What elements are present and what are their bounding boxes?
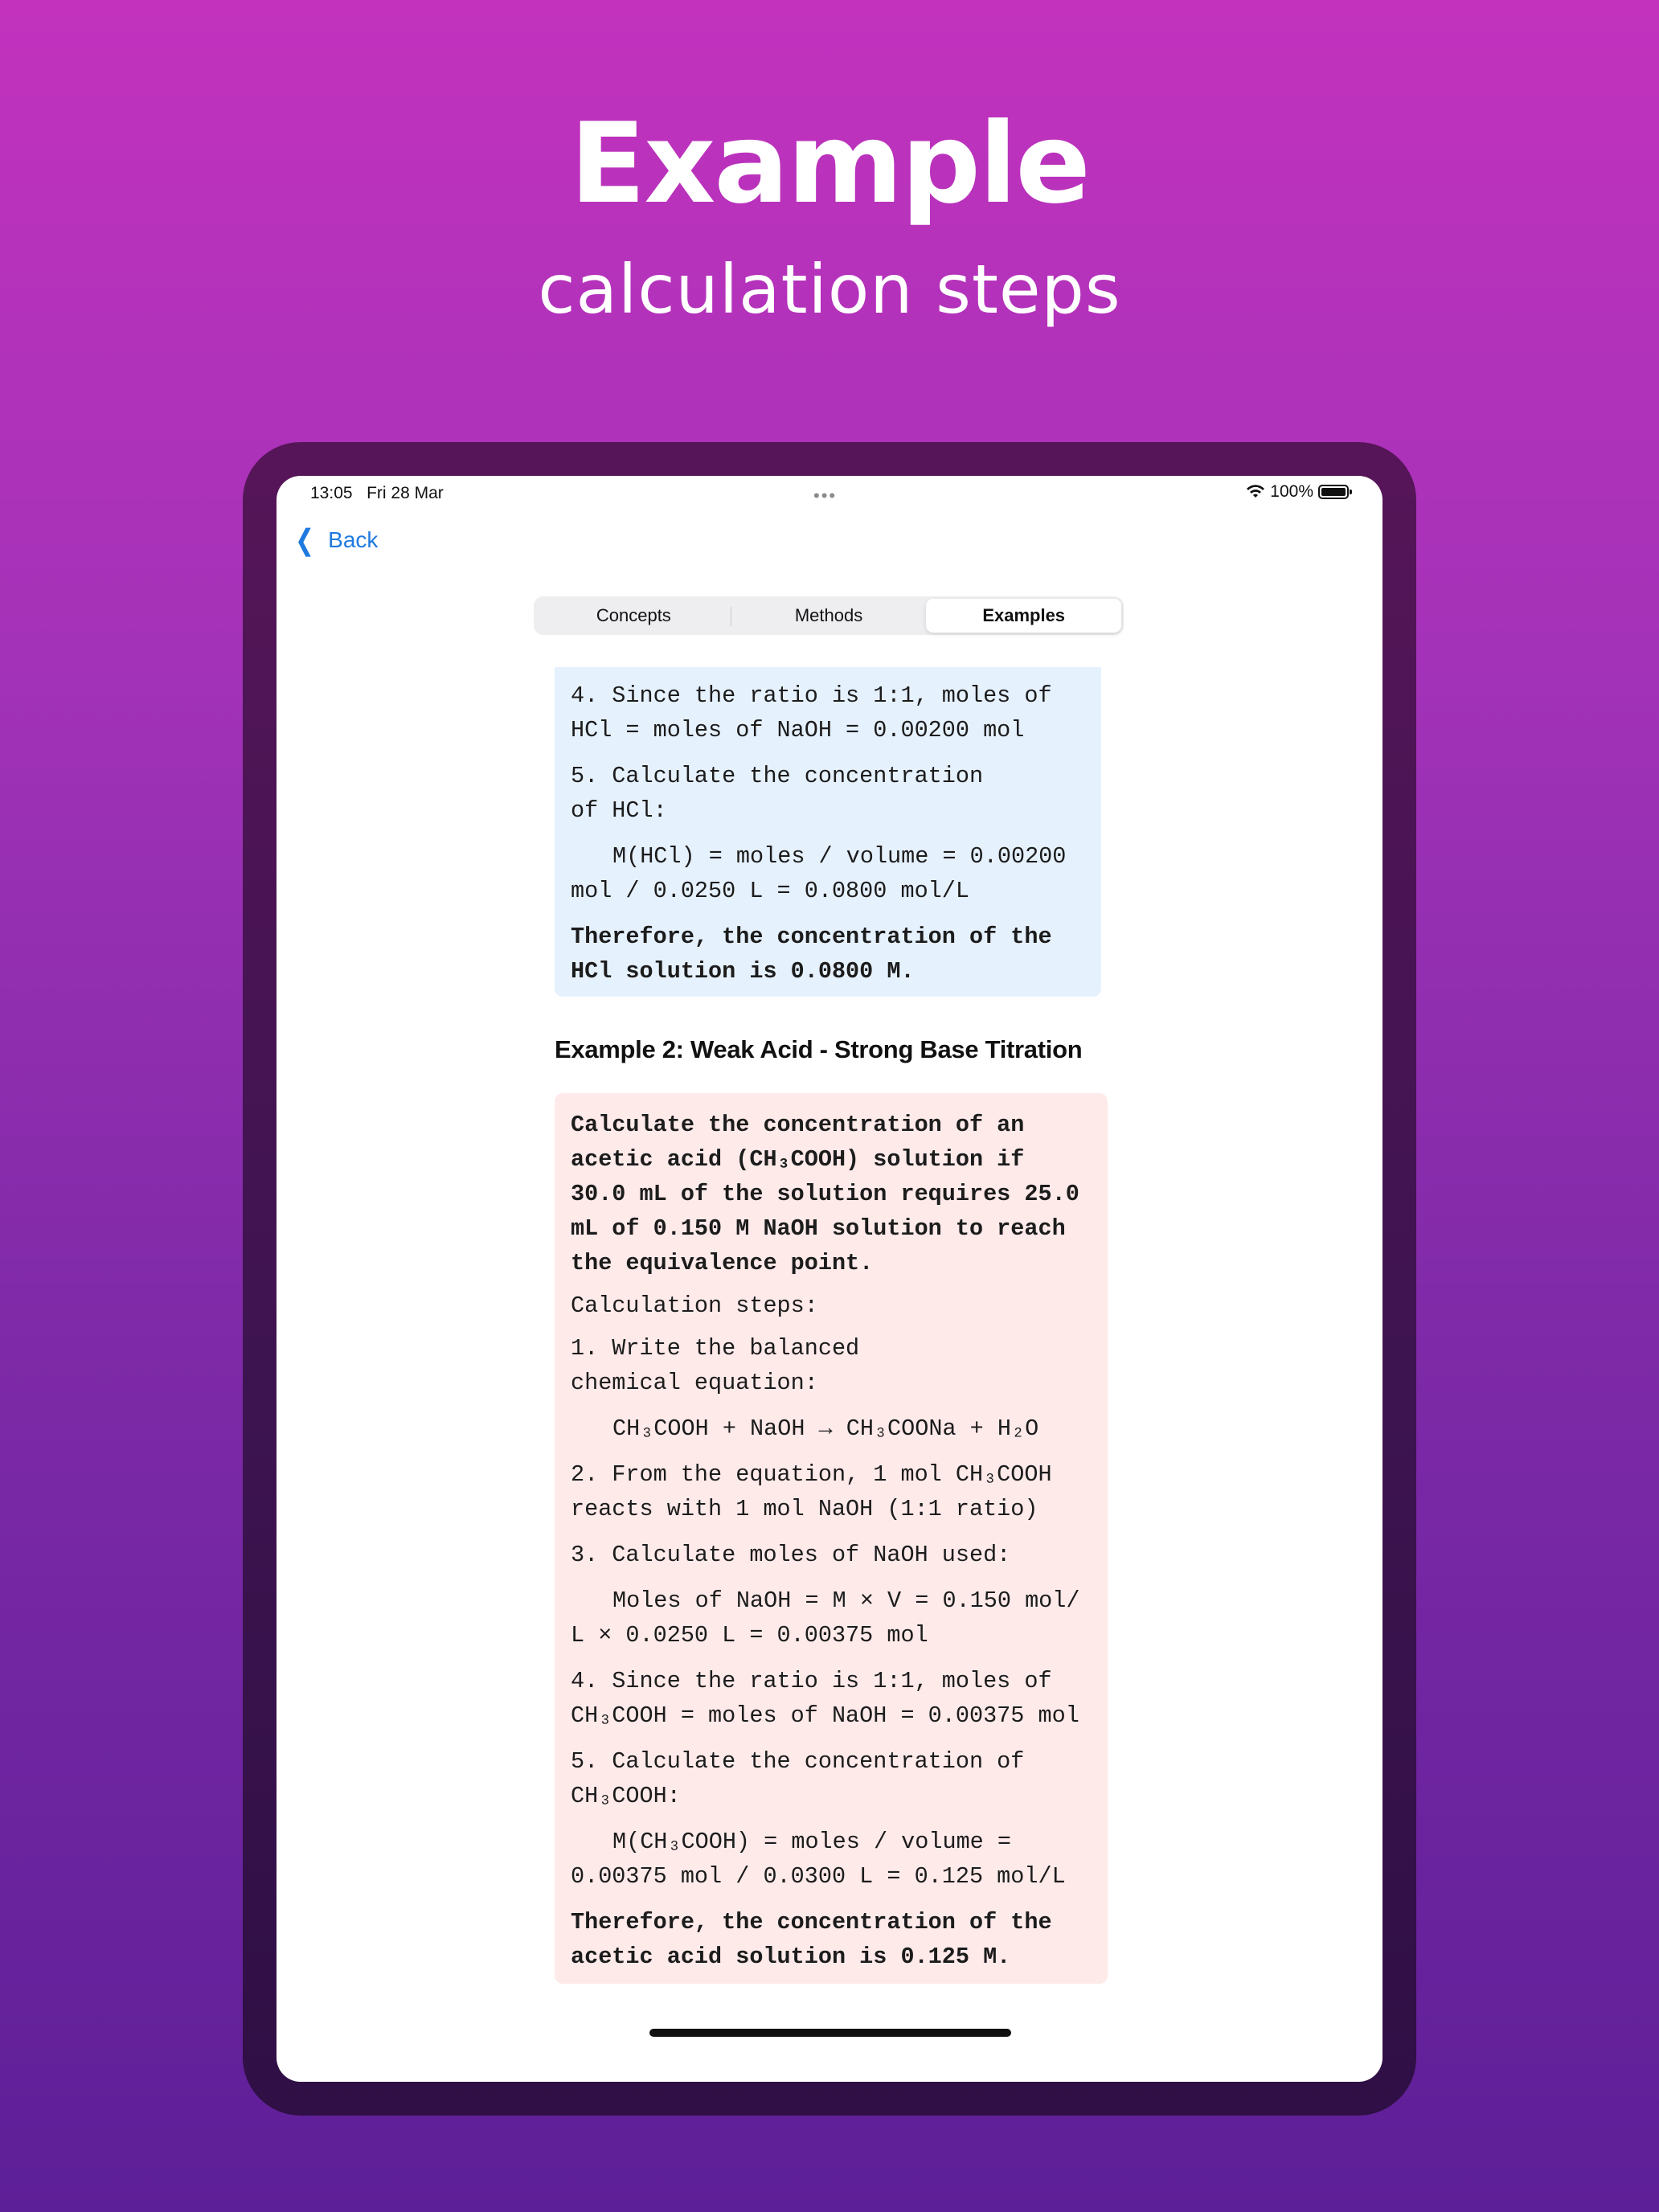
text-line: 5. Calculate the concentration of [571, 1748, 1025, 1775]
text-line: 0.00375 mol / 0.0300 L = 0.125 mol/L [571, 1863, 1066, 1890]
steps-heading: Calculation steps: [571, 1292, 818, 1319]
text-line: chemical equation: [571, 1370, 818, 1396]
conclusion-line: acetic acid solution is 0.125 M. [571, 1944, 1011, 1970]
equation-line: CH₃COOH + NaOH → CH₃COONa + H₂O [612, 1415, 1039, 1442]
status-time: 13:05 Fri 28 Mar [310, 484, 444, 502]
conclusion-line: Therefore, the concentration of the [571, 1909, 1052, 1936]
text-line: M(CH₃COOH) = moles / volume = [612, 1829, 1011, 1855]
text-line: 1. Write the balanced [571, 1335, 860, 1362]
problem-line: Calculate the concentration of an [571, 1112, 1025, 1138]
back-label: Back [328, 527, 379, 552]
text-line: 4. Since the ratio is 1:1, moles of [571, 1668, 1052, 1694]
wifi-icon [1246, 485, 1265, 499]
problem-line: mL of 0.150 M NaOH solution to reach [571, 1215, 1066, 1242]
home-indicator[interactable] [649, 2029, 1011, 2037]
text-line: 2. From the equation, 1 mol CH₃COOH [571, 1461, 1052, 1488]
back-button[interactable] [293, 523, 379, 556]
text-line: M(HCl) = moles / volume = 0.00200 [612, 843, 1067, 870]
example-1-solution-card [555, 667, 1101, 997]
tab-methods[interactable]: Methods [794, 605, 863, 625]
text-line: CH₃COOH: [571, 1783, 681, 1809]
problem-line: 30.0 mL of the solution requires 25.0 [571, 1181, 1079, 1207]
text-line: of HCl: [571, 797, 667, 824]
text-line: CH₃COOH = moles of NaOH = 0.00375 mol [571, 1702, 1079, 1729]
battery-percent: 100% [1270, 482, 1313, 501]
problem-line: acetic acid (CH₃COOH) solution if [571, 1146, 1025, 1173]
text-line: mol / 0.0250 L = 0.0800 mol/L [571, 878, 969, 904]
conclusion-line: Therefore, the concentration of the [571, 924, 1052, 950]
tab-examples[interactable]: Examples [926, 599, 1121, 633]
conclusion-line: HCl solution is 0.0800 M. [571, 958, 915, 985]
tablet-frame [243, 442, 1416, 2116]
text-line: 4. Since the ratio is 1:1, moles of [571, 682, 1052, 709]
text-line: L × 0.0250 L = 0.00375 mol [571, 1622, 928, 1649]
chevron-left-icon: ❮ [295, 523, 315, 556]
status-bar [276, 476, 1382, 516]
tab-concepts[interactable]: Concepts [536, 599, 731, 633]
app-screen [276, 476, 1382, 2082]
example-2-title: Example 2: Weak Acid - Strong Base Titration [555, 1035, 1083, 1063]
status-right [1246, 482, 1349, 502]
text-line: reacts with 1 mol NaOH (1:1 ratio) [571, 1496, 1038, 1522]
section-tabs [534, 596, 1124, 635]
problem-line: the equivalence point. [571, 1250, 874, 1276]
battery-icon [1318, 485, 1349, 499]
promo-subheadline: calculation steps [538, 250, 1121, 329]
example-2-card [555, 1093, 1108, 1984]
text-line: HCl = moles of NaOH = 0.00200 mol [571, 717, 1025, 743]
text-line: 5. Calculate the concentration [571, 763, 984, 789]
text-line: Moles of NaOH = M × V = 0.150 mol/ [612, 1587, 1080, 1614]
multitasking-dots-icon[interactable]: ••• [813, 485, 838, 506]
promo-headline: Example [570, 99, 1089, 228]
text-line: 3. Calculate moles of NaOH used: [571, 1542, 1011, 1568]
